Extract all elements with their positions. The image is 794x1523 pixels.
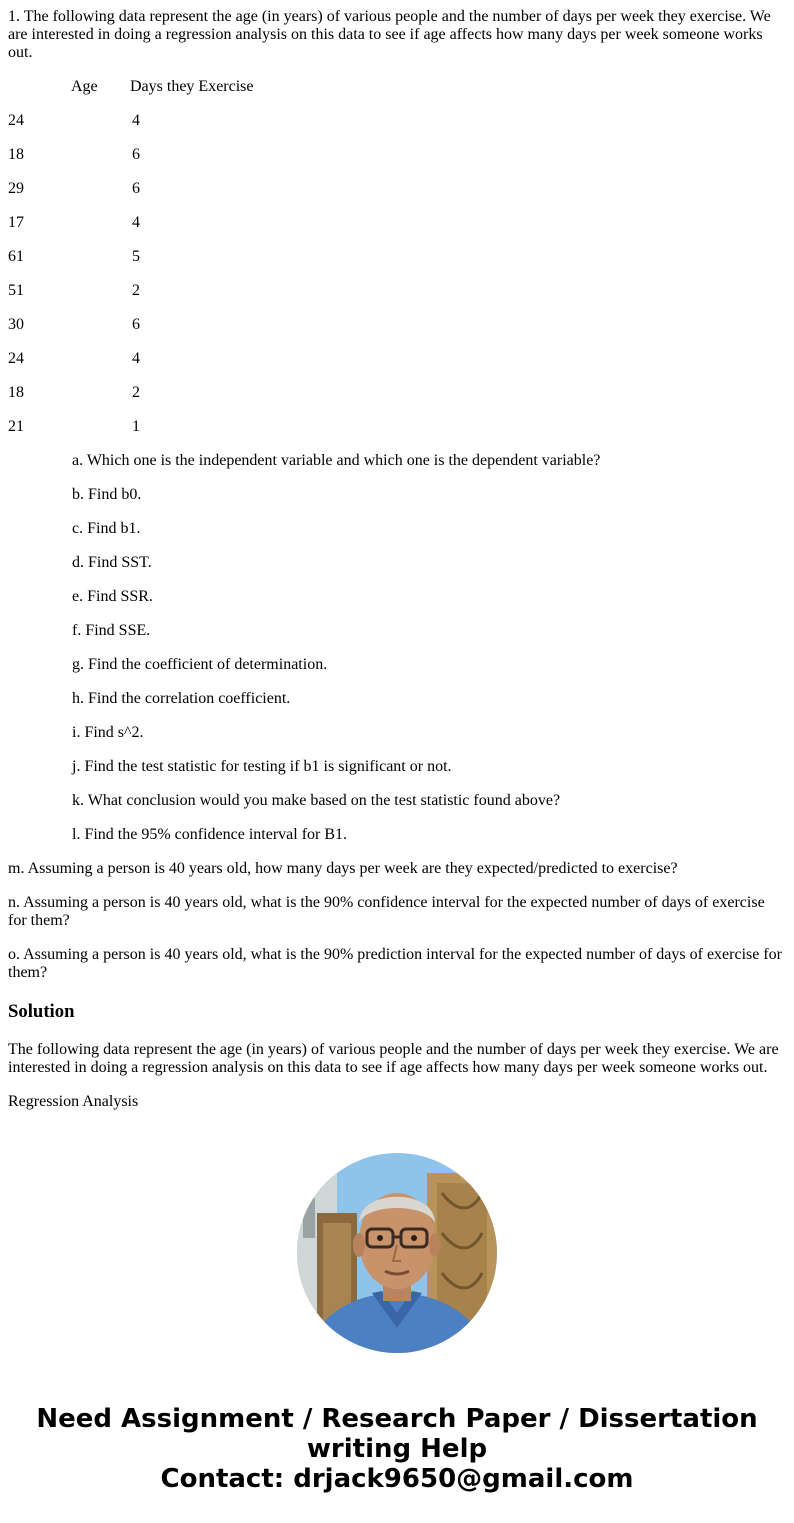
avatar-portrait-icon	[297, 1153, 497, 1353]
table-row	[0, 316, 794, 334]
question-c: c. Find b1.	[72, 520, 141, 537]
table-row	[0, 418, 794, 436]
days-cell: 1	[132, 418, 140, 435]
days-cell: 2	[132, 384, 140, 401]
age-cell: 51	[8, 282, 24, 299]
age-cell: 18	[8, 146, 24, 163]
question-l: l. Find the 95% confidence interval for B1.	[72, 826, 348, 843]
table-row	[0, 112, 794, 130]
age-cell: 24	[8, 112, 24, 129]
age-cell: 18	[8, 384, 24, 401]
table-row	[0, 248, 794, 266]
table-row	[0, 282, 794, 300]
question-i: i. Find s^2.	[72, 724, 144, 741]
days-cell: 2	[132, 282, 140, 299]
days-cell: 5	[132, 248, 140, 265]
days-cell: 4	[132, 112, 140, 129]
age-cell: 17	[8, 214, 24, 231]
age-cell: 21	[8, 418, 24, 435]
intro-paragraph: 1. The following data represent the age (in years) of various people and the number of days per week they exercise. We are interested in doing a regression analysis on this data to see if age affects how many days per week someone works out.	[8, 8, 771, 61]
question-f: f. Find SSE.	[72, 622, 151, 639]
table-row	[0, 214, 794, 232]
days-cell: 6	[132, 180, 140, 197]
question-n: n. Assuming a person is 40 years old, what is the 90% confidence interval for the expected number of days of exercise for them?	[8, 894, 765, 929]
question-k: k. What conclusion would you make based on the test statistic found above?	[72, 792, 561, 809]
question-e: e. Find SSR.	[72, 588, 153, 605]
promo-contact: Contact: drjack9650@gmail.com	[160, 1464, 634, 1494]
promo-banner	[0, 1404, 794, 1494]
question-list	[72, 452, 786, 860]
question-g: g. Find the coefficient of determination.	[72, 656, 328, 673]
days-cell: 4	[132, 350, 140, 367]
question-a: a. Which one is the independent variable and which one is the dependent variable?	[72, 452, 601, 469]
avatar	[297, 1153, 497, 1353]
age-cell: 61	[8, 248, 24, 265]
data-table-header	[0, 78, 794, 96]
header-days: Days they Exercise	[130, 78, 254, 95]
table-row	[0, 384, 794, 402]
regression-analysis-label: Regression Analysis	[8, 1093, 139, 1110]
table-row	[0, 180, 794, 198]
promo-line-1: Need Assignment / Research Paper / Dissertation	[36, 1404, 758, 1434]
question-o: o. Assuming a person is 40 years old, what is the 90% prediction interval for the expected number of days of exercise for them?	[8, 946, 783, 981]
days-cell: 6	[132, 316, 140, 333]
question-d: d. Find SST.	[72, 554, 152, 571]
age-cell: 30	[8, 316, 24, 333]
question-h: h. Find the correlation coefficient.	[72, 690, 291, 707]
age-cell: 24	[8, 350, 24, 367]
tail-question-list	[8, 860, 786, 998]
table-row	[0, 146, 794, 164]
table-row	[0, 350, 794, 368]
question-m: m. Assuming a person is 40 years old, how many days per week are they expected/predicted to exercise?	[8, 860, 678, 877]
data-table	[0, 112, 794, 452]
question-j: j. Find the test statistic for testing if b1 is significant or not.	[72, 758, 452, 775]
solution-heading: Solution	[8, 1001, 75, 1022]
header-age: Age	[71, 78, 98, 95]
days-cell: 6	[132, 146, 140, 163]
promo-line-2: writing Help	[306, 1434, 488, 1464]
solution-paragraph: The following data represent the age (in years) of various people and the number of days per week they exercise. We are interested in doing a regression analysis on this data to see if age affects how many days per week someone works out.	[8, 1041, 779, 1076]
age-cell: 29	[8, 180, 24, 197]
days-cell: 4	[132, 214, 140, 231]
question-b: b. Find b0.	[72, 486, 142, 503]
